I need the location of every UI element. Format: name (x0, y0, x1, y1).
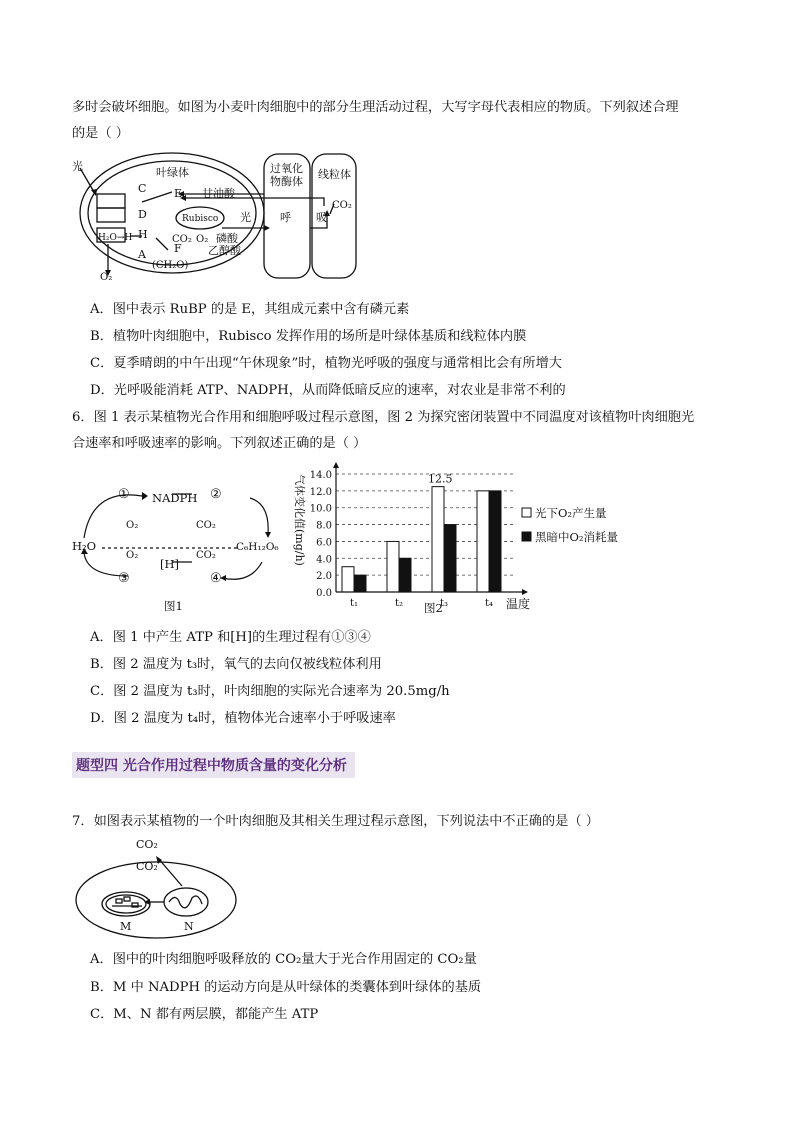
fig1-co2-bot: CO₂ (196, 550, 216, 561)
q6-option-c: C．图 2 温度为 t₃时，叶肉细胞的实际光合速率为 20.5mg/h (90, 684, 450, 699)
q6-figure2-chart (286, 462, 646, 620)
legend-swatch-dark (522, 532, 531, 541)
h2o-h-label: H₂O→H (98, 233, 133, 243)
q6-stem-line2: 合速率和呼吸速率的影响。下列叙述正确的是（ ） (72, 436, 367, 451)
letter-c: C (138, 182, 147, 195)
fig1-o2-bot: O₂ (126, 550, 139, 561)
chart-legend (522, 506, 618, 544)
light-resp-2: 呼 (280, 211, 291, 224)
chart-ylabel: 气体变化值(mg/h) (293, 474, 306, 566)
fig1-co2-top: CO₂ (196, 520, 216, 531)
q6-option-b: B．图 2 温度为 t₃时，氧气的去向仅被线粒体利用 (90, 657, 382, 672)
fig1-o2-top: O₂ (126, 520, 139, 531)
mitochondria-label: 线粒体 (318, 168, 351, 181)
y-tick-label: 10.0 (309, 503, 332, 515)
q6-option-d: D．图 2 温度为 t₄时，植物体光合速率小于呼吸速率 (90, 711, 396, 726)
q7-option-a: A．图中的叶肉细胞呼吸释放的 CO₂量大于光合作用固定的 CO₂量 (90, 952, 477, 967)
fig1-n3: ③ (118, 571, 130, 586)
q7-figure (72, 834, 242, 940)
letter-a: A (138, 248, 146, 261)
glycerate-label: 甘油酸 (202, 187, 235, 200)
co2-label: CO₂ (172, 234, 192, 245)
legend-label-dark: 黑暗中O₂消耗量 (535, 530, 619, 544)
q5-stem-line1: 多时会破坏细胞。如图为小麦叶肉细胞中的部分生理活动过程，大写字母代表相应的物质。下列叙述合理 (72, 100, 679, 115)
legend-label-light: 光下O₂产生量 (535, 506, 607, 520)
bar-light (387, 541, 399, 592)
q5-stem-line2: 的是（ ） (72, 126, 129, 141)
q7-option-b: B．M 中 NADPH 的运动方向是从叶绿体的类囊体到叶绿体的基质 (90, 980, 482, 995)
phospho-label-2: 乙醇酸 (208, 244, 241, 257)
y-tick-label: 0.0 (316, 588, 332, 599)
x-tick-label: t₁ (350, 598, 359, 609)
bar-light (477, 491, 489, 592)
y-tick-label: 14.0 (309, 470, 332, 481)
fig1-n1: ① (118, 487, 130, 502)
o2-bottom-label: O₂ (100, 272, 113, 283)
fig1-glucose: C₆H₁₂O₆ (236, 541, 279, 553)
y-tick-label: 6.0 (316, 537, 332, 549)
y-tick-label: 2.0 (316, 571, 332, 583)
chart-data-label: 12.5 (428, 472, 453, 486)
y-axis-arrow (333, 462, 339, 468)
rubisco-label: Rubisco (182, 214, 219, 224)
q6-stem-line1: 6．图 1 表示某植物光合作用和细胞呼吸过程示意图，图 2 为探究密闭装置中不同温度对该植物叶肉细胞光 (72, 410, 695, 425)
bar-light (342, 567, 354, 592)
light-resp-1: 光 (240, 211, 251, 224)
q7-label-m: M (120, 920, 132, 933)
co2-mito-label: CO₂ (332, 200, 352, 211)
peroxisome-label-1: 过氧化 (270, 162, 303, 175)
q6-figure1 (72, 478, 292, 618)
letter-e: E (174, 187, 183, 200)
section-title: 题型四 光合作用过程中物质含量的变化分析 (76, 758, 347, 774)
x-axis-arrow (522, 589, 528, 595)
q7-stem: 7．如图表示某植物的一个叶肉细胞及其相关生理过程示意图，下列说法中不正确的是（ ） (72, 814, 599, 829)
bar-dark (489, 491, 501, 592)
q6-option-a: A．图 1 中产生 ATP 和[H]的生理过程有①③④ (90, 630, 371, 645)
chart-caption: 图2 (424, 601, 443, 615)
light-resp-3: 吸 (316, 211, 327, 224)
legend-swatch-light (522, 508, 531, 517)
q7-label-n: N (184, 920, 194, 933)
fig1-h2o: H₂O (72, 539, 97, 553)
q5-option-b: B．植物叶肉细胞中，Rubisco 发挥作用的场所是叶绿体基质和线粒体内膜 (90, 329, 527, 344)
y-tick-label: 8.0 (316, 520, 332, 532)
section-header (72, 752, 355, 778)
letter-f: F (174, 242, 182, 255)
letter-d: D (138, 208, 147, 221)
chloroplast-label: 叶绿体 (156, 166, 189, 179)
bar-dark (399, 558, 411, 592)
q7-co2-b: CO₂ (136, 860, 158, 873)
fig1-n2: ② (210, 487, 222, 502)
fig1-caption: 图1 (164, 599, 183, 613)
q5-option-a: A．图中表示 RuBP 的是 E，其组成元素中含有磷元素 (90, 302, 410, 317)
fig1-nadph: NADPH (152, 491, 198, 505)
chart-xlabel: 温度 (506, 597, 531, 611)
letter-h: H (138, 228, 148, 241)
y-tick-label: 4.0 (316, 554, 332, 566)
ch2o-label: (CH₂O) (152, 260, 189, 271)
o2-label: O₂ (196, 234, 209, 245)
fig1-n4: ④ (210, 571, 222, 586)
q7-cell (76, 862, 236, 938)
phospho-label-1: 磷酸 (216, 232, 238, 245)
peroxisome-label-2: 物酶体 (270, 175, 303, 188)
bar-light (432, 487, 444, 592)
q5-option-c: C．夏季晴朗的中午出现“午休现象”时，植物光呼吸的强度与通常相比会有所增大 (90, 356, 562, 371)
light-label: 光 (72, 160, 83, 173)
q7-co2-a: CO₂ (136, 838, 158, 851)
q5-option-d: D．光呼吸能消耗 ATP、NADPH，从而降低暗反应的速率，对农业是非常不利的 (90, 383, 566, 398)
x-tick-label: t₄ (485, 598, 494, 609)
bar-dark (354, 575, 366, 592)
bar-dark (444, 525, 456, 592)
q7-option-c: C．M、N 都有两层膜，都能产生 ATP (90, 1007, 319, 1022)
y-tick-label: 12.0 (309, 486, 332, 498)
x-tick-label: t₂ (395, 598, 404, 609)
q5-figure (72, 152, 372, 284)
x-tick-label: t₃ (440, 598, 449, 609)
fig1-h: [H] (160, 557, 180, 571)
